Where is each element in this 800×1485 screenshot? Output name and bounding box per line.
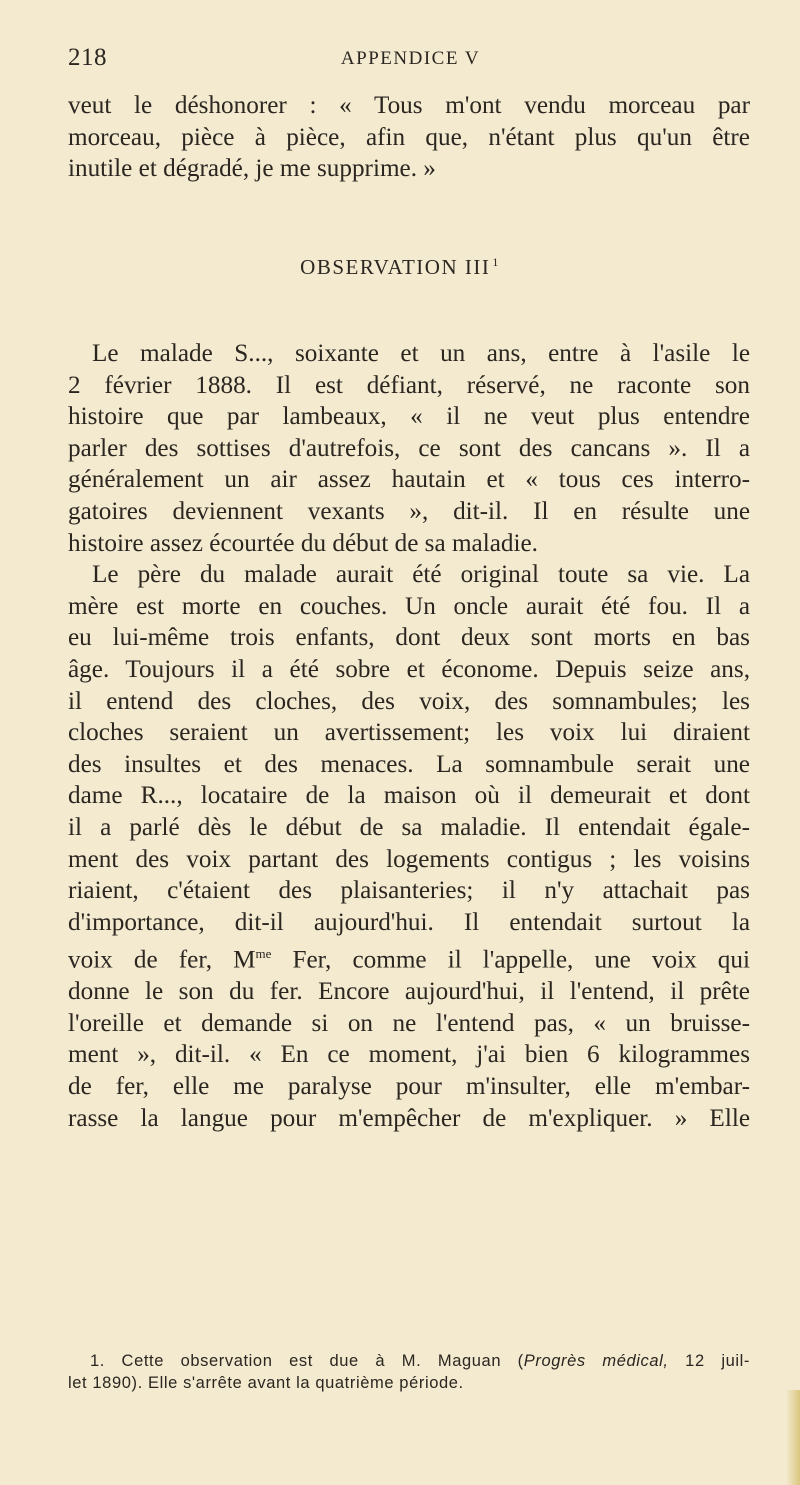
text-line: Le père du malade aurait été original toute sa vie. La [92,561,750,589]
mme-before: voix de fer, M [68,946,256,974]
text-line: des insultes et des menaces. La somnambule serait une [68,750,750,778]
text-line: cloches seraient un avertissement; les voix lui diraient [68,719,750,747]
mme-after: Fer, comme il l'appelle, une voix qui [271,946,750,974]
text-line: dame R..., locataire de la maison où il demeurait et dont [68,782,750,810]
text-line: parler des sottises d'autrefois, ce sont des cancans ». Il a [68,434,750,462]
text-line: Le malade S..., soixante et un ans, entre à l'asile le [92,340,750,367]
footnote [68,1350,750,1394]
running-title: APPENDICE V [340,48,481,69]
footnote-marker: 1 [492,255,500,269]
footnote-journal: Progrès médical, [523,1352,669,1370]
page-number: 218 [68,44,107,71]
text-line: 2 février 1888. Il est défiant, réservé, ne raconte son [68,371,750,399]
section-heading-text: OBSERVATION III [300,255,491,279]
text-line: donne le son du fer. Encore aujourd'hui, il l'entend, il prête [68,978,750,1006]
text-line: âge. Toujours il a été sobre et économe. Depuis seize ans, [68,655,750,683]
text-line: eu lui-même trois enfants, dont deux sont morts en bas [68,624,750,652]
intro-paragraph [68,90,750,185]
footnote-line: let 1890). Elle s'arrête avant la quatrième période. [68,1374,464,1392]
mme-superscript: me [255,946,272,962]
text-line: histoire assez écourtée du début de sa maladie. [68,529,538,557]
text-line: histoire que par lambeaux, « il ne veut plus entendre [68,403,750,431]
text-line: l'oreille et demande si on ne l'entend pas, « un bruisse- [68,1009,750,1037]
text-line: d'importance, dit-il aujourd'hui. Il entendait surtout la [68,908,750,936]
footnote-number: 1. [90,1352,105,1370]
footnote-line [68,1350,750,1372]
text-line: mère est morte en couches. Un oncle aurait été fou. Il a [68,592,750,620]
section-heading [0,255,800,280]
text-line: morceau, pièce à pièce, afin que, n'étant plus qu'un être [68,123,750,151]
text-line: généralement un air assez hautain et « tous ces interro- [68,466,750,494]
text-line: gatoires deviennent vexants », dit-il. Il en résulte une [68,497,750,525]
text-line: ment », dit-il. « En ce moment, j'ai bien 6 kilogrammes [68,1041,750,1069]
paper-stain [786,1390,800,1485]
text-line: inutile et dégradé, je me supprime. » [68,155,436,183]
text-line: ment des voix partant des logements contigus ; les voisins [68,845,750,873]
text-line: riaient, c'étaient des plaisanteries; il n'y attachait pas [68,877,750,905]
running-head [68,44,753,74]
text-line: veut le déshonorer : « Tous m'ont vendu morceau par [68,92,750,119]
observation-body [68,338,750,1134]
text-line: il a parlé dès le début de sa maladie. Il entendait égale- [68,813,750,841]
footnote-text: Cette observation est due à M. Maguan ( [104,1352,524,1370]
text-line: rasse la langue pour m'empêcher de m'expliquer. » Elle [68,1104,750,1132]
text-line [68,938,750,976]
text-line: il entend des cloches, des voix, des somnambules; les [68,687,750,715]
footnote-text-after: 12 juil- [668,1352,750,1370]
text-line: de fer, elle me paralyse pour m'insulter, elle m'embar- [68,1073,750,1101]
